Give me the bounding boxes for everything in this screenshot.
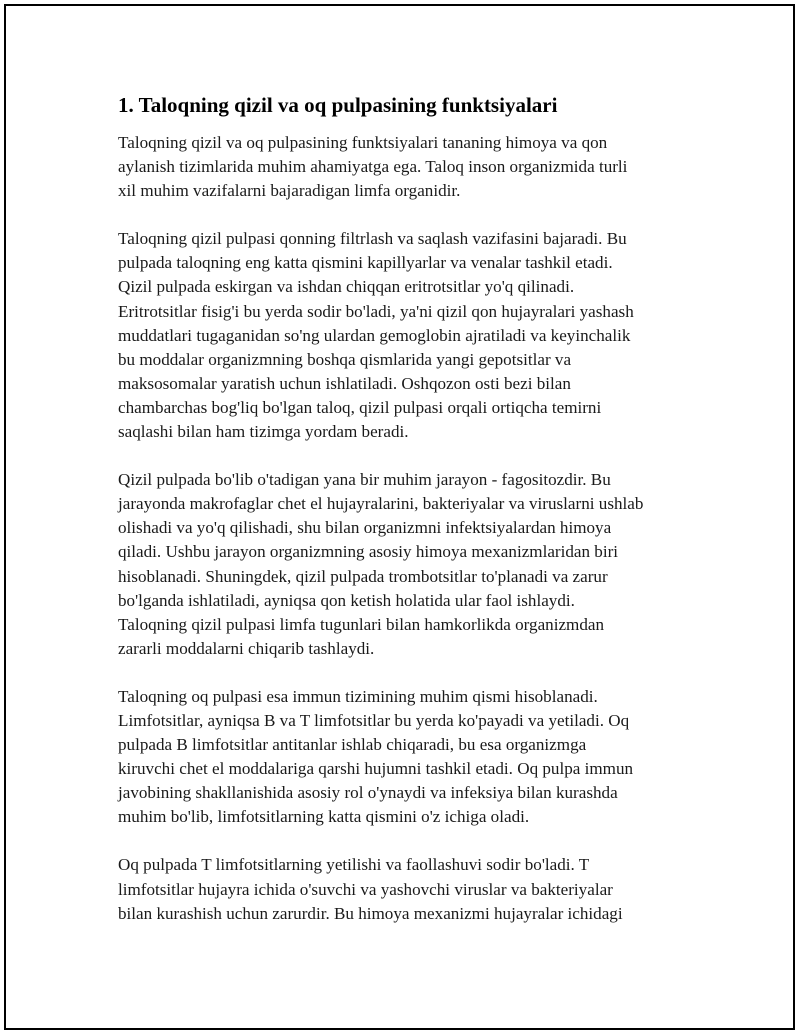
text-line: olishadi va yo'q qilishadi, shu bilan organizmni infektsiyalardan himoya (118, 518, 612, 538)
text-line: aylanish tizimlarida muhim ahamiyatga ega. Taloq inson organizmida turli (118, 157, 628, 177)
text-line: zararli moddalarni chiqarib tashlaydi. (118, 638, 375, 658)
text-line: saqlashi bilan ham tizimga yordam beradi. (118, 422, 409, 442)
text-line: Eritrotsitlar fisig'i bu yerda sodir bo'ladi, ya'ni qizil qon hujayralari yashash (118, 301, 634, 321)
text-line: Taloqning qizil pulpasi limfa tugunlari bilan hamkorlikda organizmdan (118, 614, 605, 634)
document-title: 1. Taloqning qizil va oq pulpasining funktsiyalari (118, 93, 558, 117)
text-line: muddatlari tugaganidan so'ng ulardan gemoglobin ajratiladi va keyinchalik (118, 325, 631, 345)
text-line: xil muhim vazifalarni bajaradigan limfa organidir. (118, 181, 461, 201)
text-line: Oq pulpada T limfotsitlarning yetilishi va faollashuvi sodir bo'ladi. T (118, 855, 590, 875)
text-line: Qizil pulpada eskirgan va ishdan chiqqan eritrotsitlar yo'q qilinadi. (118, 277, 575, 297)
text-line: muhim bo'lib, limfotsitlarning katta qismini o'z ichiga oladi. (118, 807, 530, 827)
paragraph-t-lymphocytes (118, 853, 688, 925)
text-line: bu moddalar organizmning boshqa qismlarida yangi gepotsitlar va (118, 349, 572, 369)
text-line: kiruvchi chet el moddalariga qarshi hujumni tashkil etadi. Oq pulpa immun (118, 759, 634, 779)
text-line: pulpada B limfotsitlar antitanlar ishlab chiqaradi, bu esa organizmga (118, 735, 587, 755)
text-line: pulpada taloqning eng katta qismini kapillyarlar va venalar tashkil etadi. (118, 253, 613, 273)
text-line: javobining shakllanishida asosiy rol o'ynaydi va infeksiya bilan kurashda (118, 783, 618, 803)
text-line: Taloqning oq pulpasi esa immun tizimining muhim qismi hisoblanadi. (118, 686, 598, 706)
document-body (118, 92, 688, 950)
text-line: bo'lganda ishlatiladi, ayniqsa qon ketish holatida ular faol ishlaydi. (118, 590, 575, 610)
text-line: Taloqning qizil pulpasi qonning filtrlash va saqlash vazifasini bajaradi. Bu (118, 229, 627, 249)
text-line: Taloqning qizil va oq pulpasining funktsiyalari tananing himoya va qon (118, 133, 608, 152)
text-line: Limfotsitlar, ayniqsa B va T limfotsitlar bu yerda ko'payadi va yetiladi. Oq (118, 710, 630, 730)
text-line: jarayonda makrofaglar chet el hujayralarini, bakteriyalar va viruslarni ushlab (118, 494, 644, 514)
paragraph-phagocytosis (118, 468, 688, 661)
paragraph-white-pulp (118, 685, 688, 830)
text-line: Qizil pulpada bo'lib o'tadigan yana bir muhim jarayon - fagositozdir. Bu (118, 470, 611, 490)
text-line: hisoblanadi. Shuningdek, qizil pulpada trombotsitlar to'planadi va zarur (118, 566, 608, 586)
paragraph-red-pulp-filtering (118, 227, 688, 444)
text-line: limfotsitlar hujayra ichida o'suvchi va yashovchi viruslar va bakteriyalar (118, 879, 613, 899)
text-line: qiladi. Ushbu jarayon organizmning asosiy himoya mexanizmlaridan biri (118, 542, 619, 562)
text-line: maksosomalar yaratish uchun ishlatiladi. Oshqozon osti bezi bilan (118, 373, 571, 393)
text-line: chambarchas bog'liq bo'lgan taloq, qizil pulpasi orqali ortiqcha temirni (118, 397, 602, 417)
paragraph-intro (118, 131, 688, 203)
text-line: bilan kurashish uchun zarurdir. Bu himoya mexanizmi hujayralar ichidagi (118, 903, 623, 923)
